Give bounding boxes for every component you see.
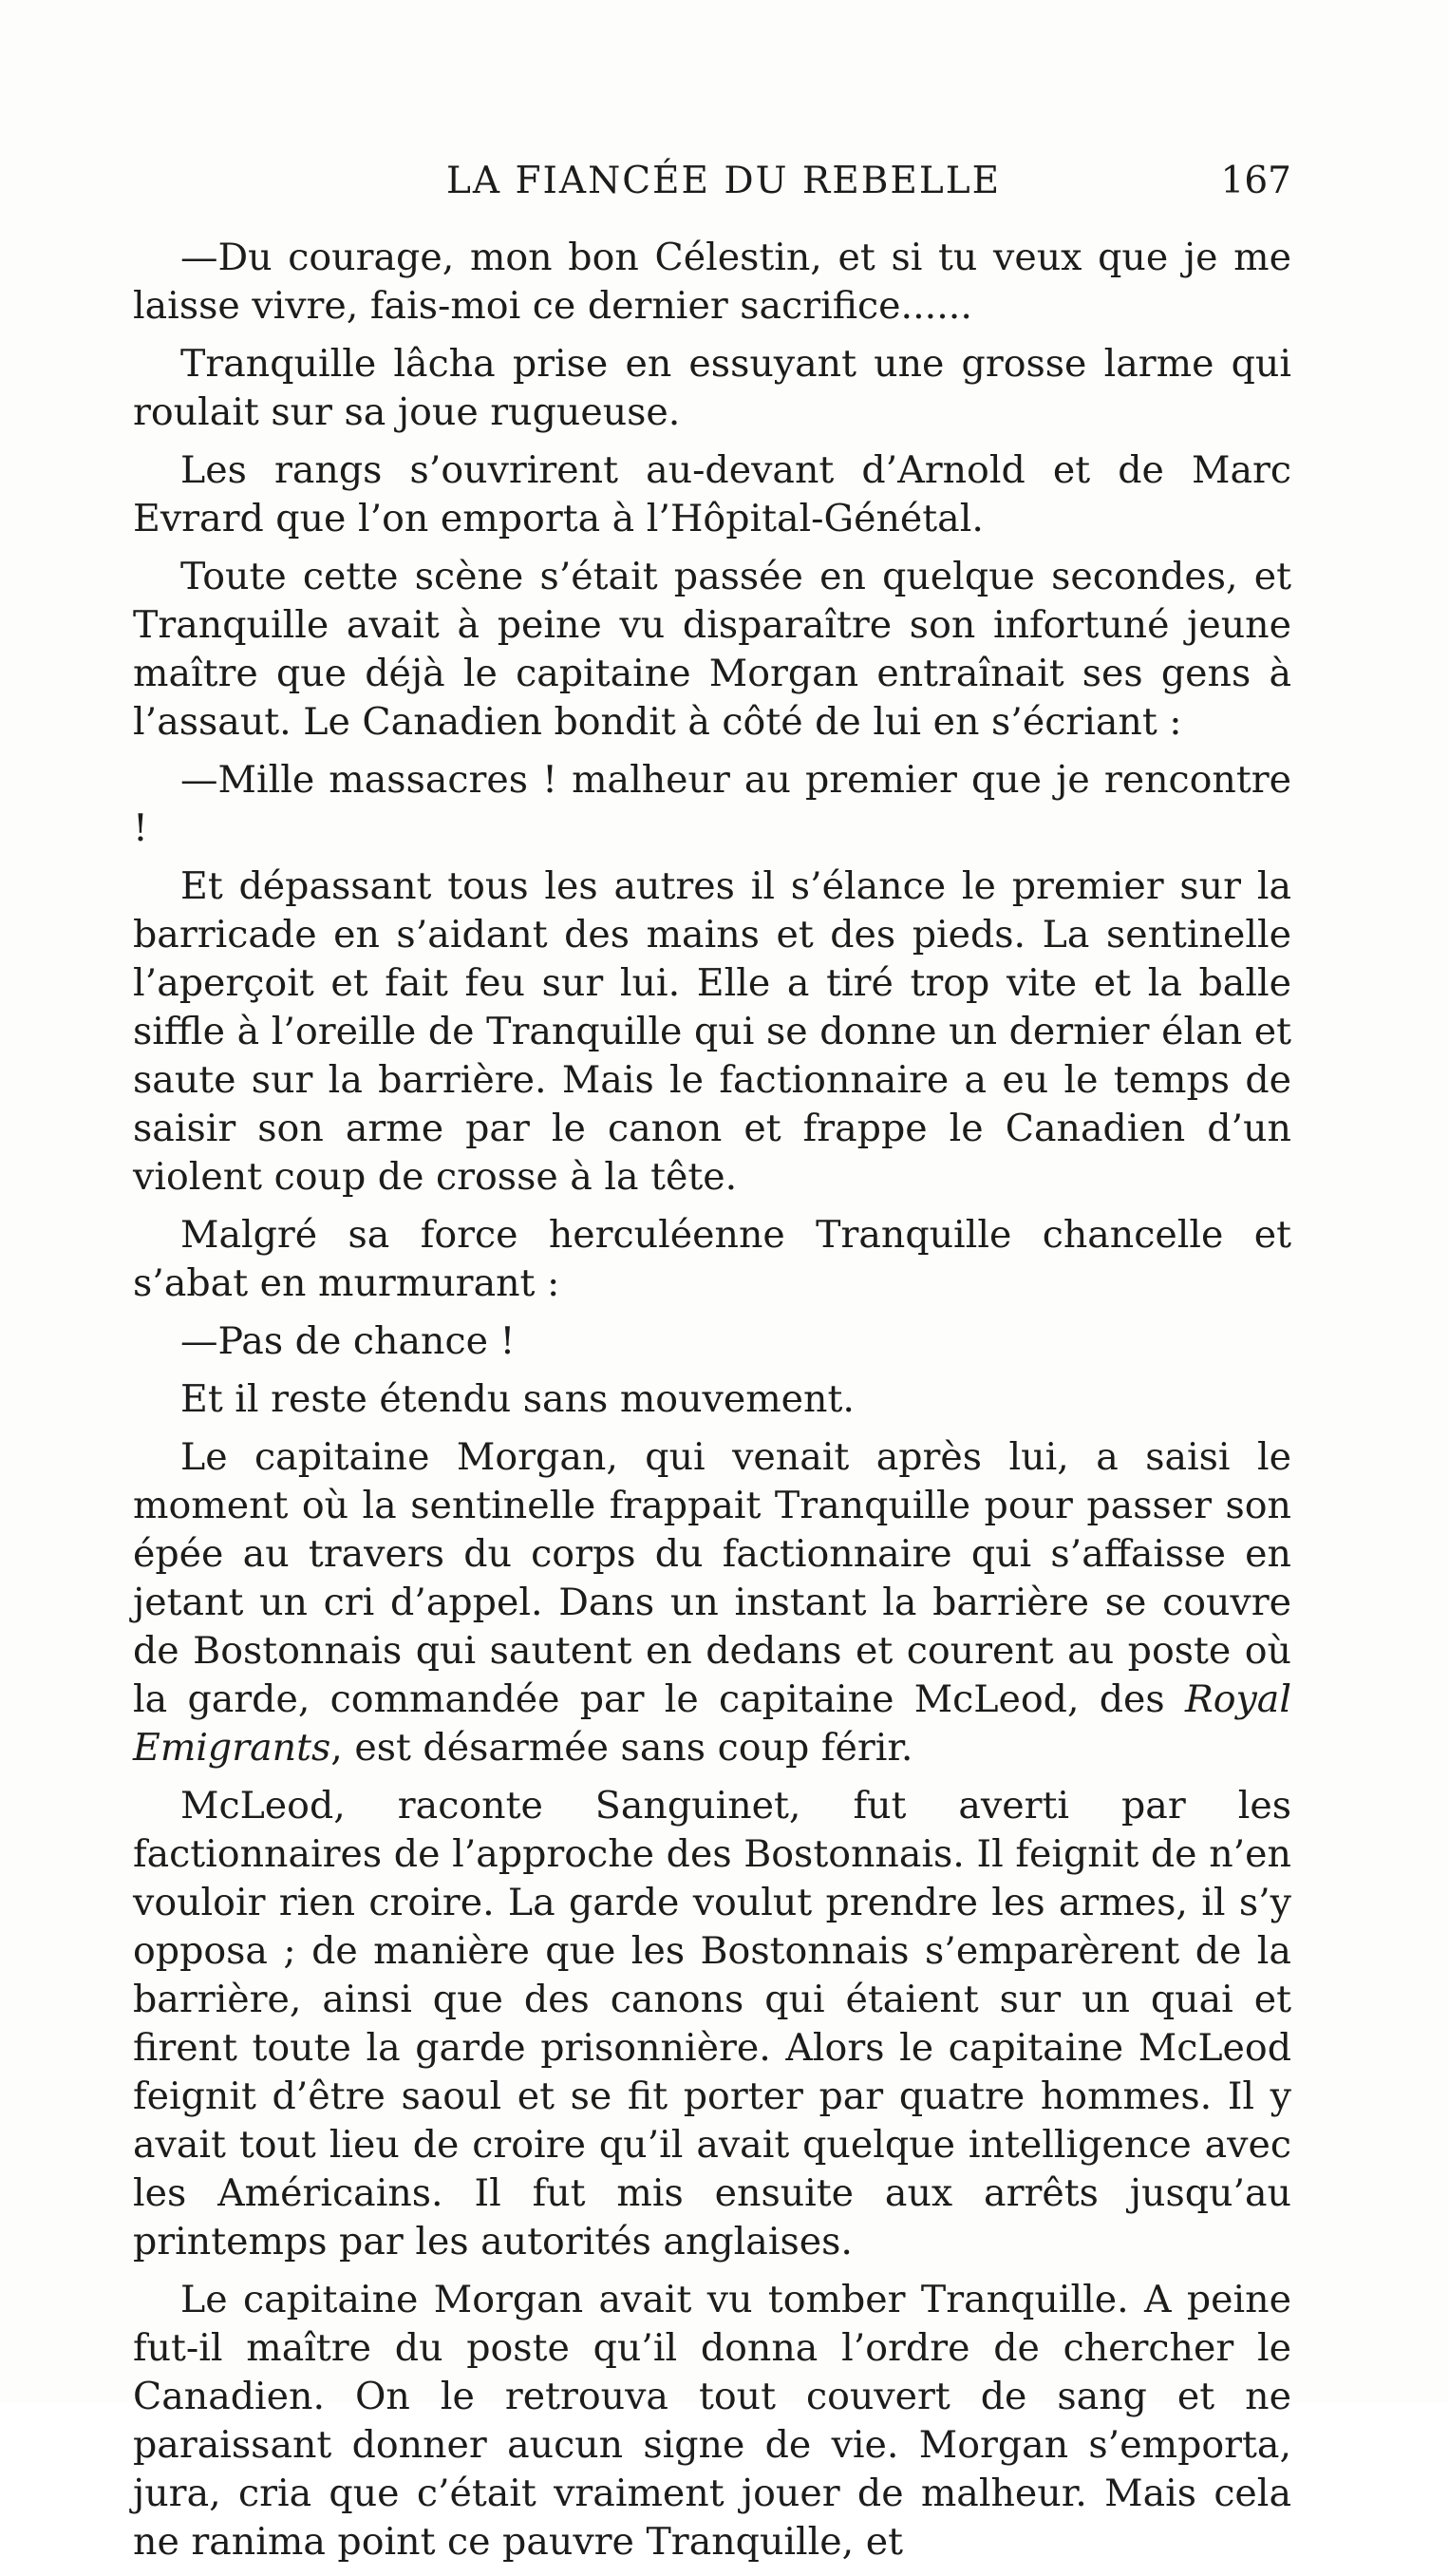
paragraph: —Mille massacres ! malheur au premier que je rencontre ! bbox=[133, 758, 1291, 850]
paragraph: —Pas de chance ! bbox=[180, 1319, 516, 1363]
body-text bbox=[133, 234, 1291, 2576]
running-title: LA FIANCÉE DU REBELLE bbox=[446, 160, 1002, 202]
paragraph bbox=[133, 1433, 1291, 1772]
paragraph: Tranquille lâcha prise en essuyant une grosse larme qui roulait sur sa joue rugueuse. bbox=[133, 342, 1291, 434]
paragraph: Et il reste étendu sans mouvement. bbox=[180, 1377, 855, 1421]
paragraph: Les rangs s’ouvrirent au-devant d’Arnold et de Marc Evrard que l’on emporta à l’Hôpital-Génétal. bbox=[133, 448, 1291, 540]
paragraph: —Du courage, mon bon Célestin, et si tu veux que je me laisse vivre, fais-moi ce dernier sacrifice...... bbox=[133, 236, 1291, 328]
paragraph: Et dépassant tous les autres il s’élance le premier sur la barricade en s’aidant des mains et des pieds. La sentinelle l’aperçoit et fait feu sur lui. Elle a tiré trop vite et la balle siffle à l’oreille de Tranquille qui se donne un dernier élan et saute sur la barrière. Mais le factionnaire a eu le temps de saisir son arme par le canon et frappe le Canadien d’un violent coup de crosse à la tête. bbox=[133, 864, 1291, 1199]
running-header bbox=[133, 160, 1291, 217]
paragraph: McLeod, raconte Sanguinet, fut averti par les factionnaires de l’approche des Bostonnais. Il feignit de n’en vouloir rien croire. La garde voulut prendre les armes, il s’y opposa ; de manière que les Bostonnais s’emparèrent de la barrière, ainsi que des canons qui étaient sur un quai et firent toute la garde prisonnière. Alors le capitaine McLeod feignit d’être saoul et se fit porter par quatre hommes. Il y avait tout lieu de croire qu’il avait quelque intelligence avec les Américains. Il fut mis ensuite aux arrêts jusqu’au printemps par les autorités anglaises. bbox=[133, 1784, 1291, 2263]
italic-regiment-name: Royal Emigrants bbox=[133, 1677, 1291, 1770]
paragraph-text: Le capitaine Morgan, qui venait après lui, a saisi le moment où la sentinelle frappait Tranquille pour passer son épée au travers du corps du factionnaire qui s’affaisse en jetant un cri d’appel. Dans un instant la barrière se couvre de Bostonnais qui sautent en dedans et courent au poste où la garde, commandée par le capitaine McLeod, des bbox=[133, 1435, 1291, 1721]
page-number: 167 bbox=[1220, 160, 1291, 202]
paragraph: Le capitaine Morgan avait vu tomber Tranquille. A peine fut-il maître du poste qu’il donna l’ordre de chercher le Canadien. On le retrouva tout couvert de sang et ne paraissant donner aucun signe de vie. Morgan s’emporta, jura, cria que c’était vraiment jouer de malheur. Mais cela ne ranima point ce pauvre Tranquille, et bbox=[133, 2278, 1291, 2564]
paragraph: Toute cette scène s’était passée en quelque secondes, et Tranquille avait à peine vu disparaître son infortuné jeune maître que déjà le capitaine Morgan entraînait ses gens à l’assaut. Le Canadien bondit à côté de lui en s’écriant : bbox=[133, 555, 1291, 744]
paragraph-text: , est désarmée sans coup férir. bbox=[330, 1726, 913, 1770]
paragraph: Malgré sa force herculéenne Tranquille chancelle et s’abat en murmurant : bbox=[133, 1213, 1291, 1305]
